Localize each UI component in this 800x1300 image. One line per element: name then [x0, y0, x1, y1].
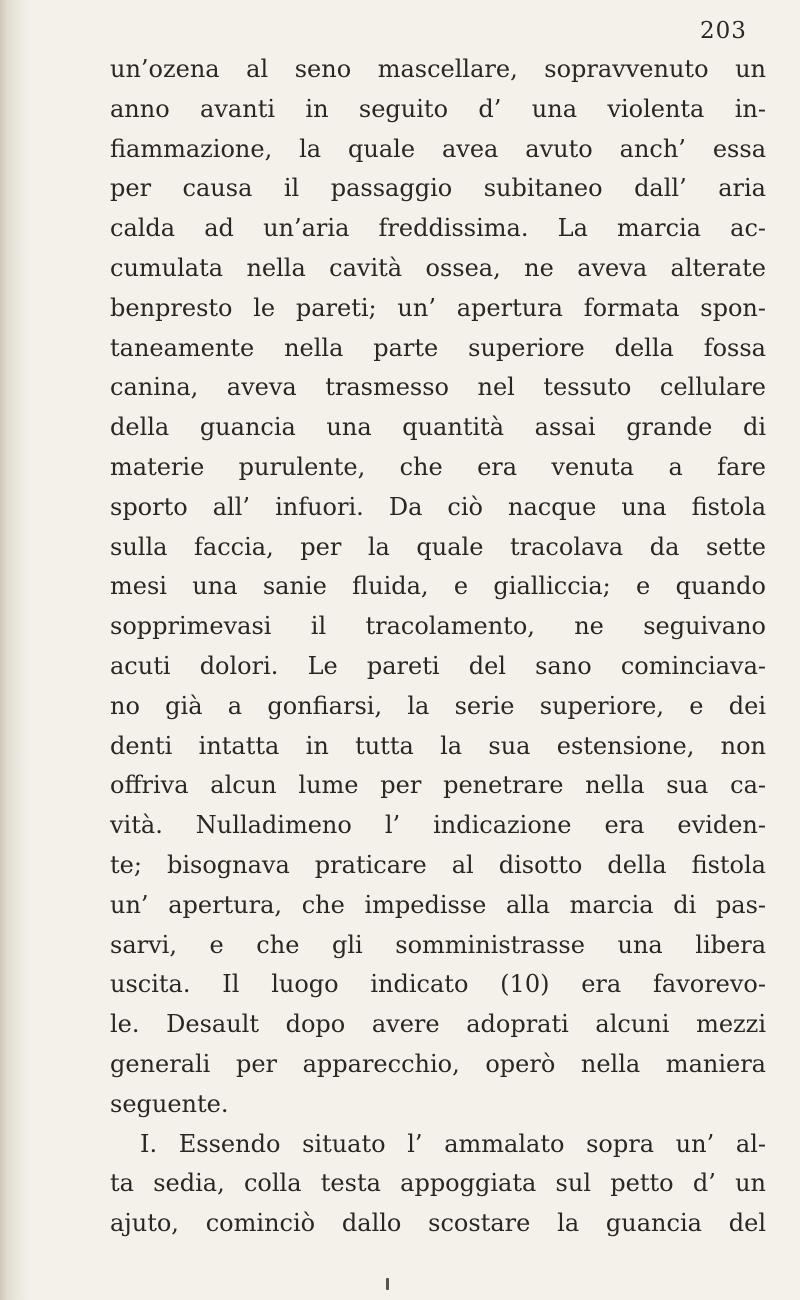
- text-line-paragraph-end: seguente.: [110, 1089, 229, 1118]
- text-line: benpresto le pareti; un’ apertura formata spon-: [110, 293, 766, 322]
- text-line: no già a gonfiarsi, la serie superiore, e dei: [110, 691, 766, 720]
- text-line: te; bisognava praticare al disotto della fistola: [110, 850, 766, 879]
- text-line: le. Desault dopo avere adoprati alcuni mezzi: [110, 1010, 766, 1039]
- text-line: della guancia una quantità assai grande di: [110, 413, 766, 442]
- text-line: sulla faccia, per la quale tracolava da sette: [110, 532, 766, 561]
- text-line: mesi una sanie fluida, e gialliccia; e quando: [110, 572, 766, 601]
- page-binding-shadow: [0, 0, 30, 1300]
- text-line: uscita. Il luogo indicato (10) era favorevo-: [110, 970, 766, 999]
- text-line: calda ad un’aria freddissima. La marcia ac-: [110, 214, 766, 243]
- text-line: sarvi, e che gli somministrasse una libera: [110, 930, 766, 959]
- text-line: ajuto, cominciò dallo scostare la guancia del: [110, 1209, 766, 1238]
- page-number: 203: [700, 18, 747, 44]
- text-line: cumulata nella cavità ossea, ne aveva alterate: [110, 253, 766, 282]
- text-line: per causa il passaggio subitaneo dall’ aria: [110, 174, 766, 203]
- text-line: ta sedia, colla testa appoggiata sul petto d’ un: [110, 1169, 766, 1198]
- text-line: sopprimevasi il tracolamento, ne seguivano: [110, 612, 766, 641]
- text-line: sporto all’ infuori. Da ciò nacque una fistola: [110, 492, 766, 521]
- text-line: materie purulente, che era venuta a fare: [110, 452, 766, 481]
- body-text: [110, 50, 766, 1244]
- text-line: un’ozena al seno mascellare, sopravvenuto un: [110, 55, 766, 83]
- print-speck: [386, 1278, 389, 1290]
- text-line: offriva alcun lume per penetrare nella sua ca-: [110, 771, 766, 800]
- text-line: generali per apparecchio, operò nella maniera: [110, 1049, 766, 1078]
- text-line: fiammazione, la quale avea avuto anch’ essa: [110, 134, 766, 163]
- text-line-paragraph-start: I. Essendo situato l’ ammalato sopra un’ al-: [140, 1129, 766, 1158]
- text-line: acuti dolori. Le pareti del sano cominciava-: [110, 651, 766, 680]
- text-line: un’ apertura, che impedisse alla marcia di pas-: [110, 890, 766, 919]
- text-line: denti intatta in tutta la sua estensione, non: [110, 731, 766, 760]
- text-line: vità. Nulladimeno l’ indicazione era eviden-: [110, 811, 766, 840]
- text-line: taneamente nella parte superiore della fossa: [110, 333, 766, 362]
- text-line: anno avanti in seguito d’ una violenta in-: [110, 94, 766, 123]
- text-line: canina, aveva trasmesso nel tessuto cellulare: [110, 373, 766, 402]
